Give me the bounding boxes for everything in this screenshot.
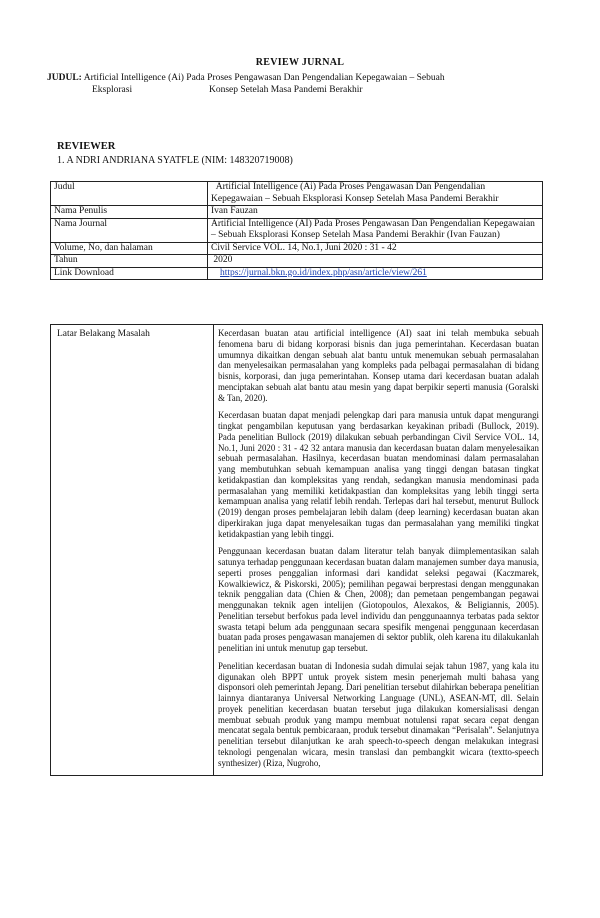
paragraph: Penggunaan kecerdasan buatan dalam literatur telah banyak diimplementasikan salah satunya terhadap penggunaan kecerdasan buatan dalam manajemen sumber daya manusia, seperti proses penggalian informasi dari kandidat seleksi pegawai (Kaczmarek, Kowalkiewicz, & Piskorski, 2005); pemilihan pegawai berprestasi dengan menggunakan teknik penggalian data (Chien & Chen, 2008); dan pemetaan pengembangan pegawai menggunakan teknik agen intelijen (Giotopoulos, Alexakos, & Beligiannis, 2005). Penelitian tersebut berfokus pada level individu dan penggunaannya terbatas pada sektor swasta tetapi belum ada penggunaan secara spesifik mengenai penggunaan kecerdasan buatan pada proses pengawasan manajemen di sektor publik, oleh karena itu dilakukanlah penelitian ini untuk menutup gap tersebut. [218, 546, 539, 653]
row-key: Nama Penulis [51, 206, 208, 219]
judul-line-2a: Eksplorasi [92, 85, 133, 95]
table-row [51, 182, 543, 206]
paragraph: Penelitian kecerdasan buatan di Indonesia sudah dimulai sejak tahun 1987, yang kala itu digunakan oleh BPPT untuk proyek sistem mesin penerjemah multi bahasa yang disponsori oleh pemerintah Jepang. Dari penelitian tersebut dilahirkan beberapa penelitian lainnya diantaranya Universal Networking Language (UNL), ASEAN-MT, dll. Selain proyek penelitian kecerdasan buatan tersebut juga dilakukan komersialisasi dengan membuat sebuah produk yang mampu membuat notulensi rapat secara cepat dengan mencatat segala bentuk pembicaraan, produk tersebut dinamakan “Perisalah”. Selanjutnya penelitian tersebut dilanjutkan ke arah speech-to-speech dengan melakukan integrasi teknologi pengenalan wicara, mesin translasi dan pembangkit wicara (textto-speech synthesizer) (Riza, Nugroho, [218, 660, 539, 768]
paragraph: Kecerdasan buatan dapat menjadi pelengkap dari para manusia untuk dapat mengurangi tingkat pengambilan keputusan yang berdasarkan keyakinan pribadi (Bullock, 2019). Pada penelitian Bullock (2019) dilakukan sebuah perbandingan Civil Service VOL. 14, No.1, Juni 2020 : 31 - 42 32 antara manusia dan kecerdasan buatan dalam menyelesaikan sebuah permasalahan. Hasilnya, kecerdasan buatan mendominasi dalam permasalahan yang membutuhkan sebuah kemampuan analisa yang tinggi dengan batasan tingkat ketidakpastian dan kompleksitas yang rendah, sedangkan manusia mendominasi pada permasalahan yang memiliki ketidakpastian dan kompleksitas yang lebih tinggi serta kemampuan analisa yang relatif lebih rendah. Terlepas dari hal tersebut, menurut Bullock (2019) dengan proses pembelajaran lebih dalam (deep learning) kecerdasan buatan akan diperkirakan juga dapat menyelesaikan tugas dan permasalahan yang memiliki tingkat ketidakpastian yang lebih tinggi. [218, 410, 539, 539]
judul-label: JUDUL: [47, 73, 82, 83]
row-key: Volume, No, dan halaman [51, 242, 208, 255]
judul-line-2b: Konsep Setelah Masa Pandemi Berakhir [209, 85, 363, 95]
row-value: Civil Service VOL. 14, No.1, Juni 2020 : 31 - 42 [208, 242, 543, 255]
journal-info-table [50, 181, 543, 280]
paragraph: Kecerdasan buatan atau artificial intelligence (AI) saat ini telah membuka sebuah fenomena baru di bidang korporasi bisnis dan juga pemerintahan. Kecerdasan buatan umumnya dikaitkan dengan sebuah alat bantu untuk menemukan sebuah permasalahan dan menyelesaikan permasalahan yang kompleks pada pelbagai permasalahan di bidang bisnis, korporasi, dan juga pemerintahan. Konsep utama dari kecerdasan buatan adalah menciptakan sebuah alat bantu atau mesin yang dapat berpikir seperti manusia (Goralski & Tan, 2020). [218, 328, 539, 403]
judul-text-1: Artificial Intelligence (Ai) Pada Proses Pengawasan Dan Pengendalian Kepegawaian – Sebuah [83, 73, 445, 83]
row-value: Ivan Fauzan [208, 206, 543, 219]
document-title: REVIEW JURNAL [255, 57, 345, 68]
table-row [51, 206, 543, 219]
latar-content [214, 325, 543, 776]
row-key: Link Download [51, 267, 208, 280]
download-link[interactable]: https://jurnal.bkn.go.id/index.php/asn/article/view/261 [220, 267, 427, 278]
table-row [51, 242, 543, 255]
table-row [51, 255, 543, 268]
row-key: Judul [51, 182, 208, 206]
row-key: Tahun [51, 255, 208, 268]
table-row [51, 267, 543, 280]
row-value: 2020 [208, 255, 543, 268]
judul-line-1 [47, 72, 445, 84]
table-row [51, 325, 543, 776]
reviewer-name: 1. A NDRI ANDRIANA SYATFLE (NIM: 148320719008) [57, 155, 293, 166]
reviewer-heading: REVIEWER [57, 141, 116, 152]
table-row [51, 218, 543, 242]
latar-belakang-table [50, 324, 543, 776]
row-value: Artificial Intelligence (Ai) Pada Proses Pengawasan Dan Pengendalian Kepegawaian – Sebuah Eksplorasi Konsep Setelah Masa Pandemi Berakhir [208, 182, 543, 206]
row-value [208, 267, 543, 280]
row-key: Nama Journal [51, 218, 208, 242]
row-value: Artificial Intelligence (AI) Pada Proses Pengawasan Dan Pengendalian Kepegawaian – Sebuah Eksplorasi Konsep Setelah Masa Pandemi Berakhir (Ivan Fauzan) [208, 218, 543, 242]
latar-label: Latar Belakang Masalah [51, 325, 214, 776]
